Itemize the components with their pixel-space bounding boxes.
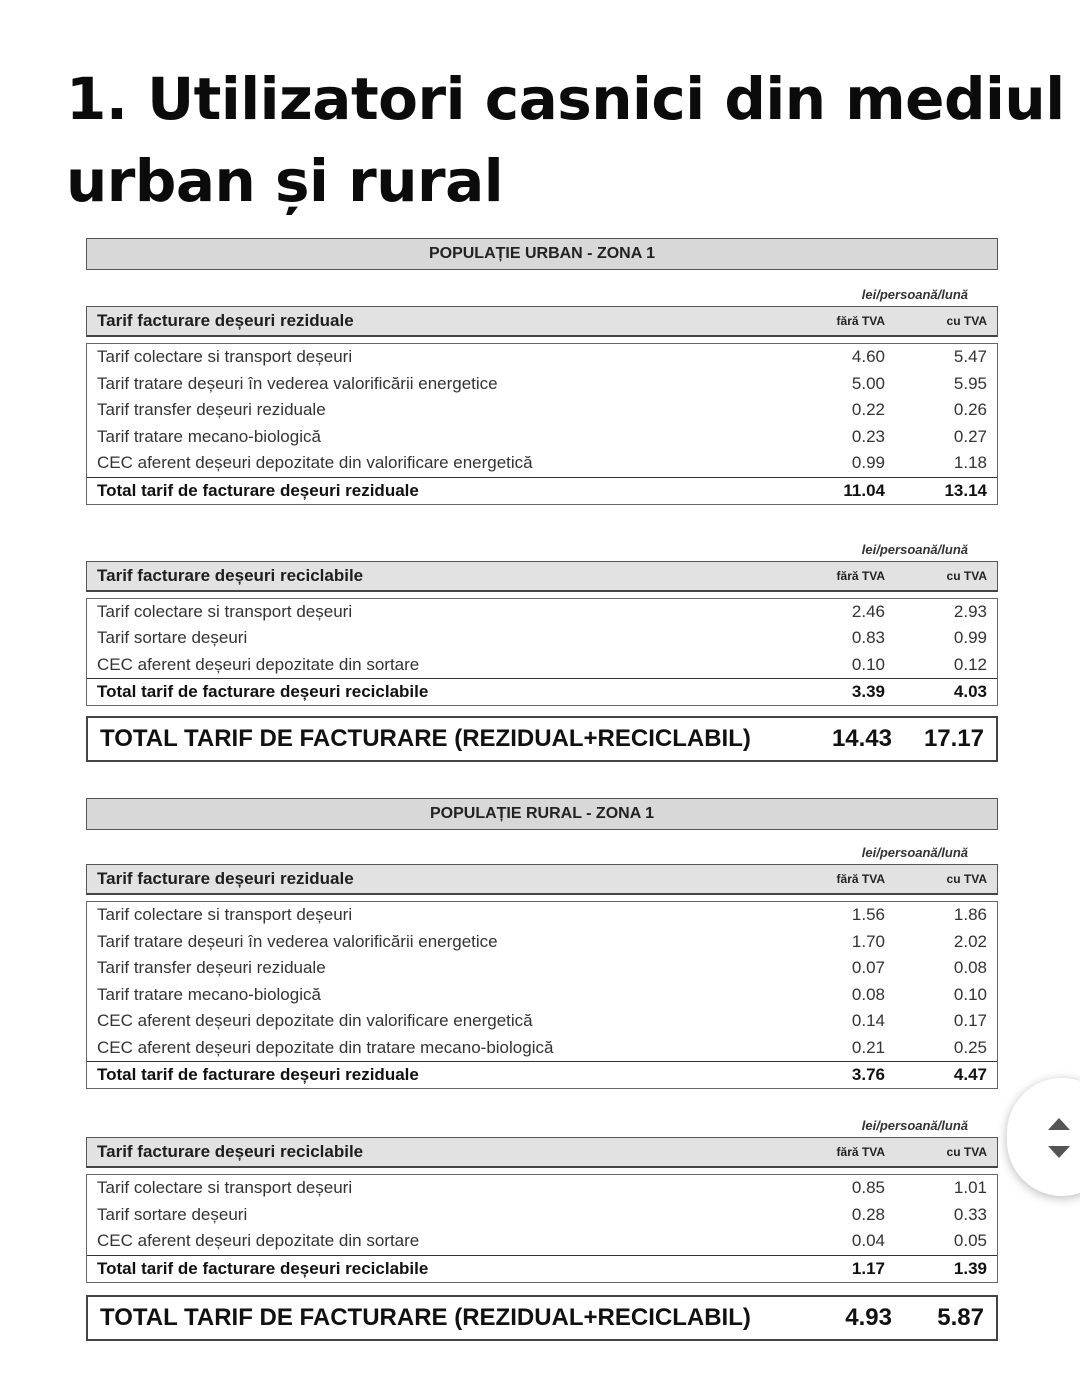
table-row [87,902,997,929]
fast-scroll-button[interactable] [1007,1078,1080,1196]
table-row [87,929,997,956]
value-vat: 5.47 [953,347,987,367]
total-no-vat: 3.76 [851,1065,885,1084]
col-no-vat: fără TVA [836,1145,885,1159]
value-no-vat: 0.22 [851,400,885,420]
col-no-vat: fără TVA [836,314,885,328]
table-row [87,1202,997,1229]
total-vat: 13.14 [944,480,987,500]
table-row [87,625,997,652]
value-vat: 0.27 [953,426,987,446]
unit-note: lei/persoană/lună [861,287,968,302]
grand-total-no-vat: 4.93 [845,1303,892,1331]
total-no-vat: 11.04 [843,480,885,500]
table-row [87,397,997,424]
value-no-vat: 0.21 [851,1037,885,1057]
table-urban-recyclable [86,598,998,707]
zone-header-urban: POPULAȚIE URBAN - ZONA 1 [86,238,998,270]
row-label: Tarif colectare si transport deșeuri [97,601,353,621]
grand-total-vat: 17.17 [923,725,984,752]
total-no-vat: 3.39 [851,682,885,701]
section-title: Tarif facturare deșeuri reciclabile [97,1142,364,1161]
table-row [87,424,997,451]
value-vat: 0.05 [953,1231,987,1251]
row-label: CEC aferent deșeuri depozitate din valorificare energetică [97,1011,533,1031]
table-row [87,371,997,398]
table-rural-recyclable [86,1174,998,1283]
grand-total-label: TOTAL TARIF DE FACTURARE (REZIDUAL+RECICLABIL) [100,1303,751,1331]
row-label: Tarif tratare deșeuri în vederea valorificării energetice [97,931,498,951]
col-vat: cu TVA [946,1145,987,1159]
value-no-vat: 1.56 [851,905,885,925]
section-title: Tarif facturare deșeuri reciclabile [97,565,364,585]
table-row [87,982,997,1009]
value-vat: 1.01 [953,1178,987,1198]
value-vat: 0.12 [953,654,987,674]
row-label: Tarif tratare deșeuri în vederea valorificării energetice [97,373,498,393]
row-label: Tarif colectare si transport deșeuri [97,1178,353,1198]
row-label: CEC aferent deșeuri depozitate din sortare [97,654,420,674]
value-vat: 0.08 [953,958,987,978]
row-label: Tarif transfer deșeuri reziduale [97,958,326,978]
value-no-vat: 0.08 [851,984,885,1004]
grand-total-vat: 5.87 [937,1303,984,1331]
value-no-vat: 0.83 [851,628,885,648]
total-row [87,678,997,705]
table-row [87,599,997,626]
table-row [87,652,997,679]
table-row [87,450,997,477]
value-vat: 1.86 [953,905,987,925]
chevron-down-icon[interactable] [1048,1146,1070,1158]
value-vat: 0.25 [953,1037,987,1057]
row-label: Tarif sortare deșeuri [97,1204,248,1224]
value-no-vat: 0.99 [851,453,885,473]
total-vat: 4.03 [953,682,987,701]
value-vat: 5.95 [953,373,987,393]
section-title: Tarif facturare deșeuri reziduale [97,311,354,330]
section-header-rural-recyclable [86,1137,998,1168]
table-row [87,1035,997,1062]
zone-header-rural: POPULAȚIE RURAL - ZONA 1 [86,798,998,830]
grand-total-no-vat: 14.43 [831,725,892,752]
row-label: CEC aferent deșeuri depozitate din sortare [97,1231,420,1251]
row-label: Tarif colectare si transport deșeuri [97,905,353,925]
value-no-vat: 0.10 [851,654,885,674]
col-no-vat: fără TVA [836,872,885,886]
row-label: Tarif tratare mecano-biologică [97,426,321,446]
total-label: Total tarif de facturare deșeuri reziduale [97,1065,419,1084]
value-no-vat: 0.04 [851,1231,885,1251]
value-vat: 0.10 [953,984,987,1004]
value-vat: 2.93 [953,601,987,621]
chevron-up-icon[interactable] [1048,1118,1070,1130]
table-rural-residual [86,901,998,1089]
unit-note: lei/persoană/lună [861,845,968,860]
grand-total-label: TOTAL TARIF DE FACTURARE (REZIDUAL+RECICLABIL) [100,725,751,752]
row-label: Tarif colectare si transport deșeuri [97,347,353,367]
unit-note: lei/persoană/lună [861,541,968,557]
col-vat: cu TVA [946,568,987,583]
grand-total-urban [86,716,998,762]
section-header-urban-recyclable [86,561,998,592]
value-vat: 0.99 [953,628,987,648]
value-no-vat: 0.23 [851,426,885,446]
total-label: Total tarif de facturare deșeuri reciclabile [97,682,429,701]
total-row [87,1255,997,1282]
col-vat: cu TVA [946,872,987,886]
value-no-vat: 4.60 [851,347,885,367]
value-vat: 0.33 [953,1204,987,1224]
total-label: Total tarif de facturare deșeuri reziduale [97,480,419,500]
value-no-vat: 0.28 [851,1204,885,1224]
table-row [87,1008,997,1035]
section-header-urban-residual [86,306,998,337]
value-no-vat: 5.00 [851,373,885,393]
table-row [87,1175,997,1202]
total-vat: 4.47 [953,1065,987,1084]
value-vat: 1.18 [953,453,987,473]
tariff-scan-image [86,238,998,1341]
section-title: Tarif facturare deșeuri reziduale [97,869,354,888]
row-label: Tarif tratare mecano-biologică [97,984,321,1004]
value-vat: 0.26 [953,400,987,420]
table-row [87,1228,997,1255]
value-no-vat: 0.07 [851,958,885,978]
page-title: 1. Utilizatori casnici din mediul urban și rural [66,65,1065,215]
total-row [87,477,997,504]
row-label: CEC aferent deșeuri depozitate din valorificare energetică [97,453,533,473]
value-vat: 0.17 [953,1011,987,1031]
value-no-vat: 1.70 [851,931,885,951]
value-no-vat: 0.14 [851,1011,885,1031]
total-vat: 1.39 [953,1258,987,1278]
grand-total-rural [86,1295,998,1341]
table-row [87,955,997,982]
total-row [87,1061,997,1088]
value-no-vat: 0.85 [851,1178,885,1198]
col-vat: cu TVA [946,314,987,328]
total-no-vat: 1.17 [851,1258,885,1278]
row-label: Tarif transfer deșeuri reziduale [97,400,326,420]
value-vat: 2.02 [953,931,987,951]
row-label: CEC aferent deșeuri depozitate din tratare mecano-biologică [97,1037,554,1057]
value-no-vat: 2.46 [851,601,885,621]
table-urban-residual [86,343,998,505]
total-label: Total tarif de facturare deșeuri reciclabile [97,1258,429,1278]
unit-note: lei/persoană/lună [861,1118,968,1133]
col-no-vat: fără TVA [836,568,885,583]
table-row [87,344,997,371]
row-label: Tarif sortare deșeuri [97,628,248,648]
section-header-rural-residual [86,864,998,895]
